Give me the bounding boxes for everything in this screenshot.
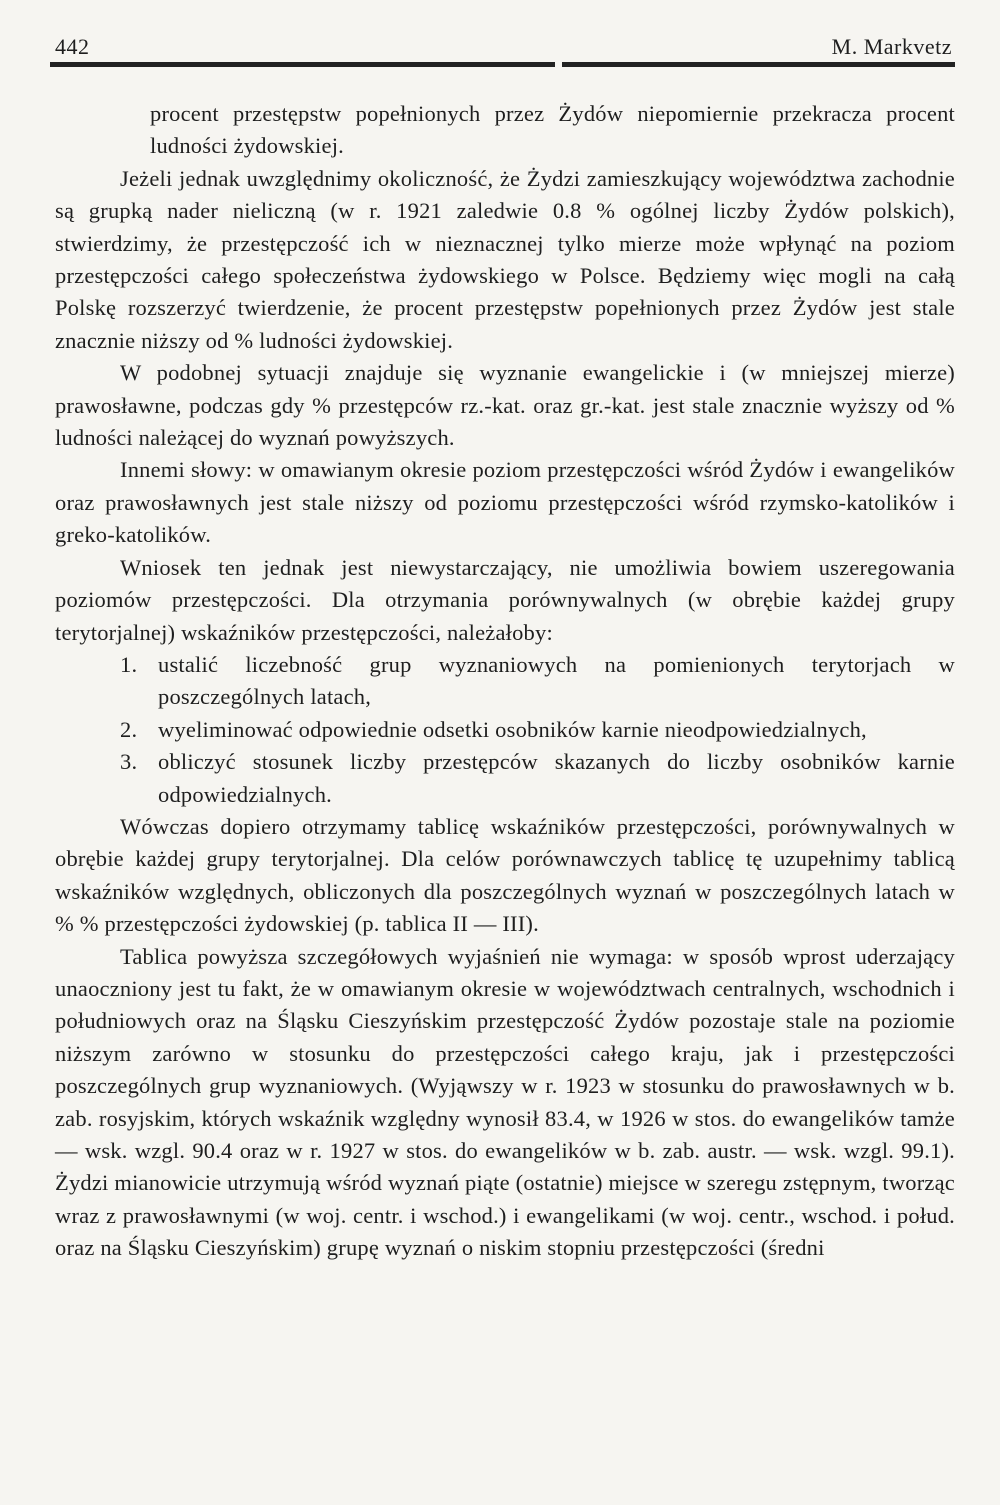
list-item <box>55 714 955 746</box>
list-item-number: 1. <box>120 651 138 677</box>
paragraph-continued: procent przestępstw popełnionych przez Żydów niepomiernie przekracza procent ludności żydowskiej. <box>150 101 955 159</box>
page-number: 442 <box>55 34 90 59</box>
paragraph: W podobnej sytuacji znajduje się wyznanie ewangelickie i (w mniejszej mierze) prawosławne, podczas gdy % przestępców rz.-kat. oraz gr.-kat. jest stale znacznie wyższy od % ludności należącej do wyznań powyższych. <box>55 360 955 451</box>
list-item <box>55 746 955 811</box>
list-item-number: 3. <box>120 749 138 775</box>
list-item-text: ustalić liczebność grup wyznaniowych na pomienionych terytorjach w poszczególnych latach, <box>158 651 955 710</box>
paragraph: Jeżeli jednak uwzględnimy okoliczność, że Żydzi zamieszkujący województwa zachodnie są grupką nader nieliczną (w r. 1921 zaledwie 0.8 % ogólnej liczby Żydów polskich), stwierdzimy, że przestępczość ich w nieznacznej tylko mierze może wpłynąć na poziom przestępczości całego społeczeństwa żydowskiego w Polsce. Będziemy więc mogli na całą Polskę rozszerzyć twierdzenie, że procent przestępstw popełnionych przez Żydów jest stale znacznie niższy od % ludności żydowskiej. <box>55 165 955 353</box>
list-item-text: wyeliminować odpowiednie odsetki osobników karnie nieodpowiedzialnych, <box>158 716 867 742</box>
body-text <box>55 98 955 1265</box>
paragraph: Wówczas dopiero otrzymamy tablicę wskaźników przestępczości, porównywalnych w obrębie każdej grupy terytorjalnej. Dla celów porównawczych tablicę tę uzupełnimy tablicą wskaźników względnych, obliczonych dla poszczególnych wyznań w poszczególnych latach w % % przestępczości żydowskiej (p. tablica II — III). <box>55 813 955 937</box>
list-item <box>55 649 955 714</box>
paragraph: Tablica powyższa szczegółowych wyjaśnień nie wymaga: w sposób wprost uderzający unaoczniony jest tu fakt, że w omawianym okresie w województwach centralnych, wschodnich i południowych oraz na Śląsku Cieszyńskim przestępczość Żydów pozostaje stale na poziomie niższym zarówno w stosunku do przestępczości całego kraju, jak i przestępczości poszczególnych grup wyznaniowych. (Wyjąwszy w r. 1923 w stosunku do prawosławnych w b. zab. rosyjskim, których wskaźnik względny wynosił 83.4, w 1926 w stos. do ewangelików tamże — wsk. wzgl. 90.4 oraz w r. 1927 w stos. do ewangelików w b. zab. austr. — wsk. wzgl. 99.1). Żydzi mianowicie utrzymują wśród wyznań piąte (ostatnie) miejsce w szeregu zstępnym, tworząc wraz z prawosławnymi (w woj. centr. i wschod.) i ewangelikami (w woj. centr., wschod. i połud. oraz na Śląsku Cieszyńskim) grupę wyznań o niskim stopniu przestępczości (średni <box>55 943 955 1261</box>
running-header <box>55 24 952 60</box>
running-head-author: M. Markvetz <box>831 34 952 59</box>
list-item-number: 2. <box>120 716 138 742</box>
paragraph: Wniosek ten jednak jest niewystarczający, nie umożliwia bowiem uszeregowania poziomów przestępczości. Dla otrzymania porównywalnych (w obrębie każdej grupy terytorjalnej) wskaźników przestępczości, należałoby: <box>55 554 955 645</box>
numbered-list <box>55 649 955 811</box>
header-rule <box>50 62 955 67</box>
paragraph: Innemi słowy: w omawianym okresie poziom przestępczości wśród Żydów i ewangelików oraz prawosławnych jest stale niższy od poziomu przestępczości wśród rzymsko-katolików i greko-katolików. <box>55 457 955 548</box>
list-item-text: obliczyć stosunek liczby przestępców skazanych do liczby osobników karnie odpowiedzialnych. <box>158 749 955 807</box>
